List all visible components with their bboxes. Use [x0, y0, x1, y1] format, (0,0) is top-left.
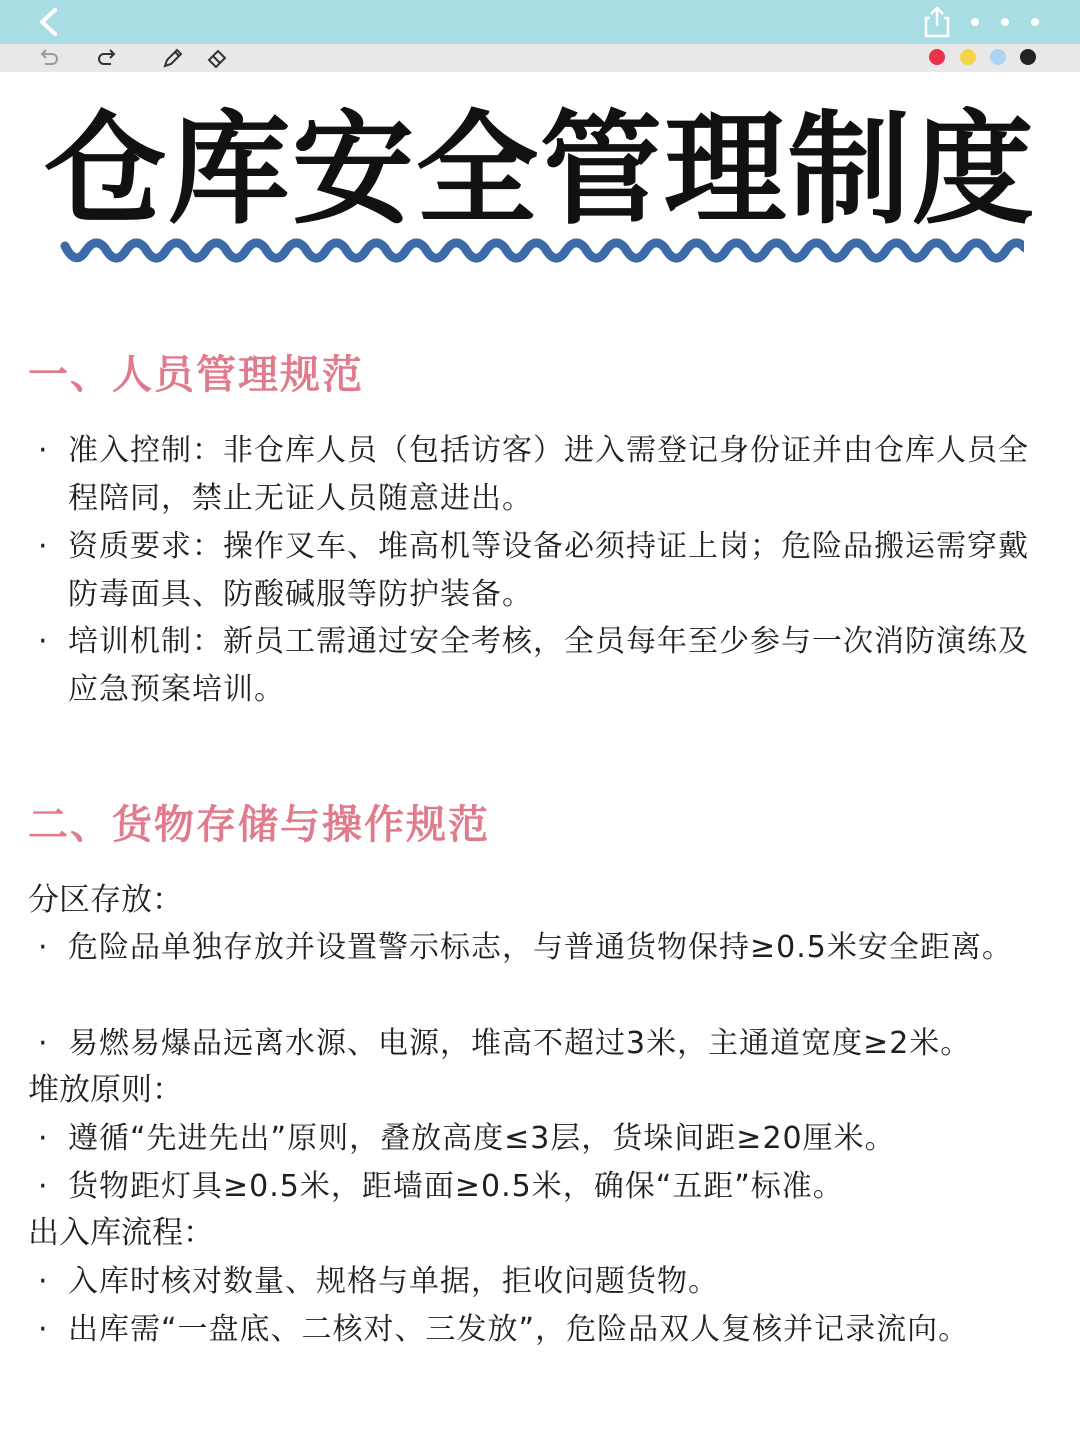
- bullet-dot: ·: [38, 1026, 49, 1061]
- color-swatch-red[interactable]: [929, 49, 945, 65]
- pen-button[interactable]: [160, 47, 186, 69]
- more-icon: [971, 18, 979, 26]
- list-item: · 入库时核对数量、规格与单据，拒收问题货物。: [38, 1258, 1058, 1306]
- wavy-underline: [60, 234, 1024, 270]
- share-icon: [920, 4, 954, 40]
- group-label-stacking: 堆放原则：: [28, 1072, 183, 1108]
- bullet-dot: ·: [38, 529, 49, 564]
- list-item: · 出库需“一盘底、二核对、三发放”，危险品双人复核并记录流向。: [38, 1306, 1058, 1354]
- more-icon: [1001, 18, 1009, 26]
- back-button[interactable]: [30, 4, 66, 40]
- bullet-dot: ·: [38, 1121, 49, 1156]
- list-item: · 遵循“先进先出”原则，叠放高度≤3层，货垛间距≥20厘米。: [38, 1115, 1058, 1163]
- group-label-inout: 出入库流程：: [28, 1215, 214, 1251]
- pen-icon: [161, 47, 185, 69]
- undo-icon: [37, 48, 61, 68]
- more-button[interactable]: [960, 12, 1050, 32]
- list-item: · 资质要求：操作叉车、堆高机等设备必须持证上岗；危险品搬运需穿戴防毒面具、防酸碱服等防护装备。: [38, 523, 1058, 619]
- section-heading-storage: 二、货物存储与操作规范: [28, 802, 490, 848]
- redo-button[interactable]: [94, 47, 120, 69]
- bullet-dot: ·: [38, 930, 49, 965]
- color-swatch-blue[interactable]: [990, 49, 1006, 65]
- bullet-dot: ·: [38, 433, 49, 468]
- more-icon: [1031, 18, 1039, 26]
- list-item: · 培训机制：新员工需通过安全考核，全员每年至少参与一次消防演练及应急预案培训。: [38, 618, 1058, 714]
- list-item: · 易燃易爆品远离水源、电源，堆高不超过3米，主通道宽度≥2米。: [38, 1020, 1058, 1068]
- redo-icon: [95, 48, 119, 68]
- bullet-dot: ·: [38, 1312, 49, 1347]
- group-label-zoning: 分区存放：: [28, 882, 183, 918]
- list-item: · 货物距灯具≥0.5米，距墙面≥0.5米，确保“五距”标准。: [38, 1163, 1058, 1211]
- list-item: · 危险品单独存放并设置警示标志，与普通货物保持≥0.5米安全距离。: [38, 924, 1058, 972]
- drawing-toolbar: [0, 44, 1080, 72]
- bullet-dot: ·: [38, 624, 49, 659]
- section-heading-personnel: 一、人员管理规范: [28, 352, 364, 398]
- bullet-dot: ·: [38, 1169, 49, 1204]
- color-swatch-yellow[interactable]: [960, 49, 976, 65]
- top-bar: [0, 0, 1080, 44]
- eraser-icon: [205, 47, 229, 69]
- back-icon: [37, 7, 59, 37]
- list-item: · 准入控制：非仓库人员（包括访客）进入需登记身份证并由仓库人员全程陪同，禁止无证人员随意进出。: [38, 427, 1058, 523]
- color-swatch-black[interactable]: [1020, 49, 1036, 65]
- share-button[interactable]: [920, 4, 954, 40]
- undo-button[interactable]: [36, 47, 62, 69]
- bullet-dot: ·: [38, 1264, 49, 1299]
- page-title: 仓库安全管理制度: [44, 99, 1036, 241]
- eraser-button[interactable]: [204, 47, 230, 69]
